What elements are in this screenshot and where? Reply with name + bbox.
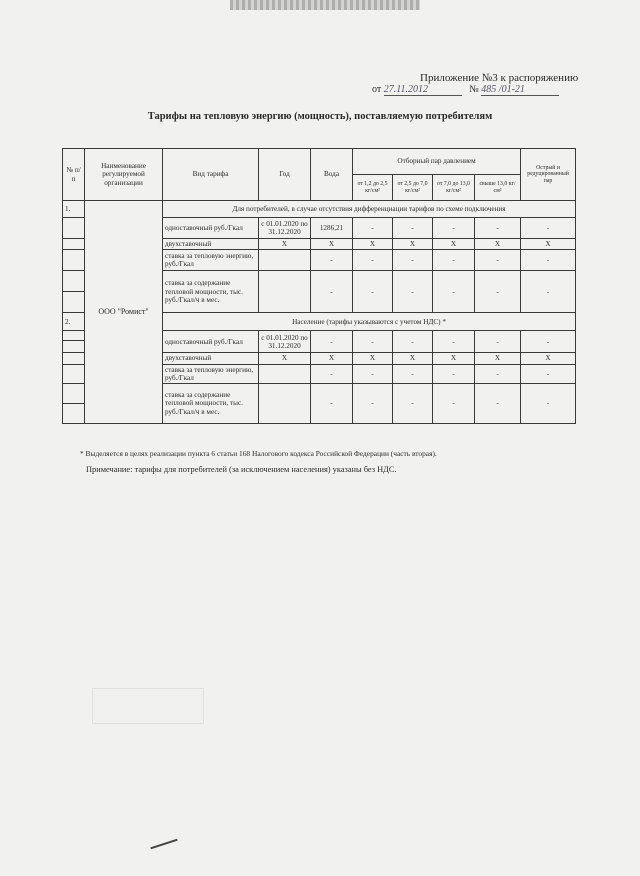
steam-4-value: - <box>475 364 521 384</box>
period <box>259 364 311 384</box>
period: X <box>259 239 311 250</box>
header-row <box>63 149 576 175</box>
header-num: № п/п <box>63 149 85 201</box>
document-title: Тарифы на тепловую энергию (мощность), поставляемую потребителям <box>147 111 493 122</box>
section-2-title: Население (тарифы указываются с учетом НДС) * <box>163 313 576 331</box>
sharp-steam-value: - <box>521 364 576 384</box>
number-prefix: № <box>469 84 479 95</box>
header-steam-2: от 2,5 до 7,0 кг/см² <box>393 175 433 201</box>
tariff-type: двухставочный <box>163 353 259 364</box>
steam-2-value: X <box>393 353 433 364</box>
header-steam-1: от 1,2 до 2,5 кг/см² <box>353 175 393 201</box>
steam-2-value: - <box>393 218 433 239</box>
section-1-title-row <box>63 201 576 218</box>
period <box>259 271 311 313</box>
header-tariff-type: Вид тарифа <box>163 149 259 201</box>
steam-1-value: - <box>353 331 393 353</box>
steam-2-value: X <box>393 239 433 250</box>
header-water: Вода <box>311 149 353 201</box>
header-sharp-steam: Острый и редуцированный пар <box>521 149 576 201</box>
section-1-title: Для потребителей, в случае отсутствия дифференциации тарифов по схеме подключения <box>163 201 576 218</box>
section-2-num: 2. <box>63 313 85 331</box>
scan-artifact <box>230 0 420 10</box>
water-value: 1286,21 <box>311 218 353 239</box>
tariff-type: двухставочный <box>163 239 259 250</box>
header-steam-4: свыше 13,0 кг/см² <box>475 175 521 201</box>
pen-mark <box>150 839 177 850</box>
sharp-steam-value: - <box>521 331 576 353</box>
steam-4-value: - <box>475 384 521 424</box>
water-value: - <box>311 364 353 384</box>
steam-4-value: - <box>475 250 521 271</box>
tariff-table <box>62 148 576 424</box>
from-prefix: от <box>372 84 382 95</box>
steam-3-value: - <box>433 331 475 353</box>
faded-stamp <box>92 688 204 724</box>
steam-1-value: X <box>353 353 393 364</box>
sharp-steam-value: X <box>521 353 576 364</box>
document-number: 485 /01-21 <box>481 84 559 96</box>
organization-name: ООО "Ромист" <box>85 201 163 424</box>
tariff-type: одноставочный руб./Гкал <box>163 331 259 353</box>
steam-1-value: - <box>353 364 393 384</box>
steam-1-value: - <box>353 384 393 424</box>
period <box>259 384 311 424</box>
steam-2-value: - <box>393 250 433 271</box>
water-value: - <box>311 384 353 424</box>
water-value: - <box>311 331 353 353</box>
steam-4-value: X <box>475 353 521 364</box>
period: с 01.01.2020 по 31.12.2020 <box>259 331 311 353</box>
document-reference <box>372 84 582 96</box>
steam-1-value: X <box>353 239 393 250</box>
period <box>259 250 311 271</box>
steam-3-value: X <box>433 353 475 364</box>
footnote-star: * Выделяется в целях реализации пункта 6 статьи 168 Налогового кодекса Российской Федерации (часть вторая). <box>80 449 437 458</box>
period: с 01.01.2020 по 31.12.2020 <box>259 218 311 239</box>
period: X <box>259 353 311 364</box>
sharp-steam-value: - <box>521 384 576 424</box>
steam-3-value: - <box>433 364 475 384</box>
tariff-type: ставка за содержание тепловой мощности, тыс. руб./Гкал/ч в мес. <box>163 384 259 424</box>
steam-1-value: - <box>353 250 393 271</box>
steam-4-value: X <box>475 239 521 250</box>
header-steam: Отборный пар давлением <box>353 149 521 175</box>
sharp-steam-value: X <box>521 239 576 250</box>
steam-4-value: - <box>475 271 521 313</box>
header-year: Год <box>259 149 311 201</box>
steam-2-value: - <box>393 331 433 353</box>
steam-2-value: - <box>393 364 433 384</box>
tariff-type: ставка за тепловую энергию, руб./Гкал <box>163 250 259 271</box>
steam-1-value: - <box>353 218 393 239</box>
sharp-steam-value: - <box>521 250 576 271</box>
steam-2-value: - <box>393 271 433 313</box>
steam-3-value: X <box>433 239 475 250</box>
footnote-note: Примечание: тарифы для потребителей (за исключением населения) указаны без НДС. <box>86 465 397 474</box>
steam-4-value: - <box>475 331 521 353</box>
annex-label: Приложение №3 к распоряжению <box>420 72 579 84</box>
steam-3-value: - <box>433 250 475 271</box>
section-1-num: 1. <box>63 201 85 218</box>
steam-1-value: - <box>353 271 393 313</box>
water-value: X <box>311 239 353 250</box>
steam-3-value: - <box>433 271 475 313</box>
header-steam-3: от 7,0 до 13,0 кг/см² <box>433 175 475 201</box>
steam-2-value: - <box>393 384 433 424</box>
sharp-steam-value: - <box>521 218 576 239</box>
tariff-type: ставка за содержание тепловой мощности, тыс. руб./Гкал/ч в мес. <box>163 271 259 313</box>
tariff-type: ставка за тепловую энергию, руб./Гкал <box>163 364 259 384</box>
water-value: - <box>311 271 353 313</box>
steam-4-value: - <box>475 218 521 239</box>
steam-3-value: - <box>433 218 475 239</box>
steam-3-value: - <box>433 384 475 424</box>
sharp-steam-value: - <box>521 271 576 313</box>
document-date: 27.11.2012 <box>384 84 462 96</box>
water-value: X <box>311 353 353 364</box>
water-value: - <box>311 250 353 271</box>
header-org: Наименование регулируемой организации <box>85 149 163 201</box>
tariff-type: одноставочный руб./Гкал <box>163 218 259 239</box>
